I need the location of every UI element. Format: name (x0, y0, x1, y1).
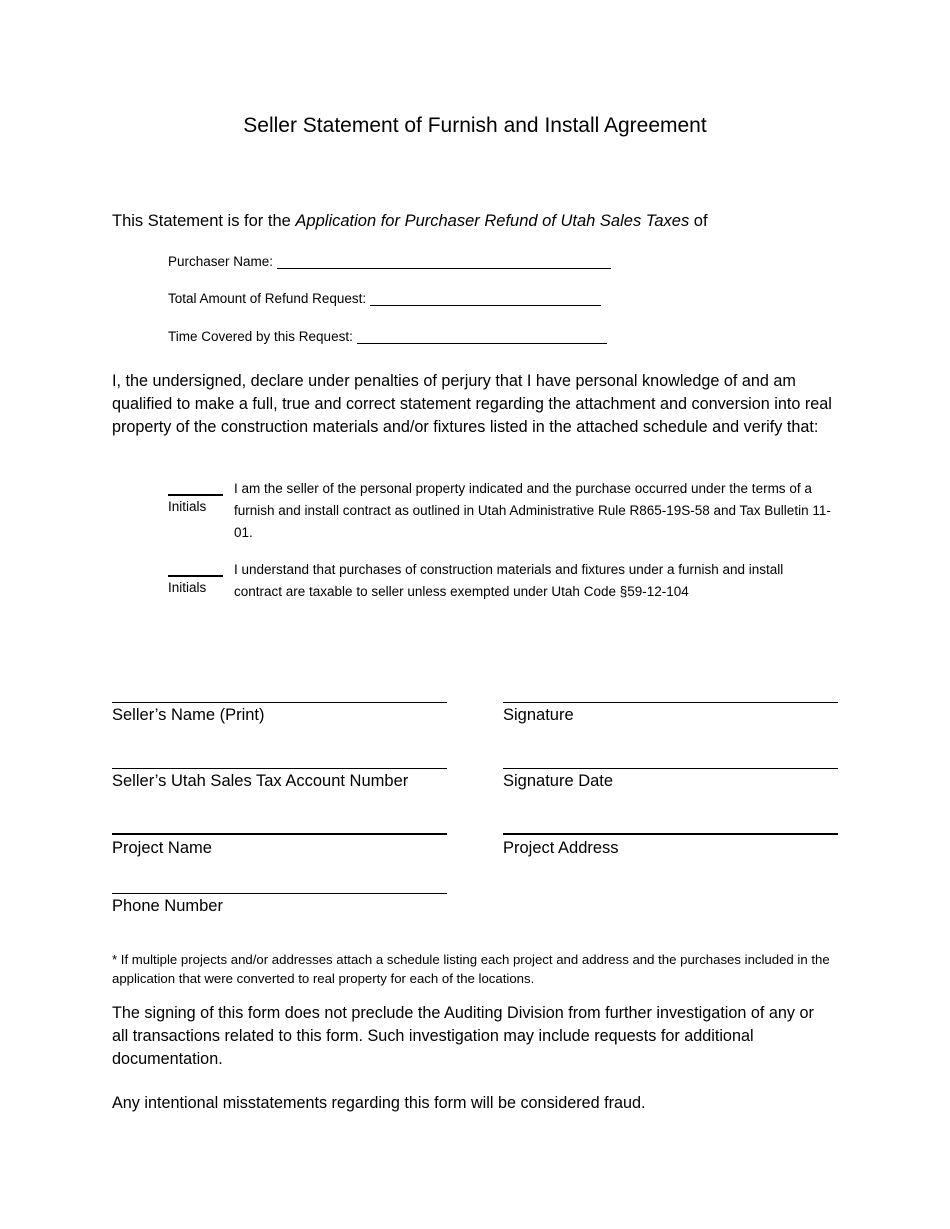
signature-line[interactable] (503, 702, 838, 703)
initials-label-2: Initials (168, 580, 207, 595)
initials-statement-1: I am the seller of the personal property indicated and the purchase occurred under the terms of a furnish and install contract as outlined in Utah Administrative Rule R865-19S-58 and Tax Bulletin 11-01. (234, 481, 831, 540)
initials-line-1[interactable] (168, 494, 223, 496)
sellers-name-label: Seller’s Name (Print) (112, 706, 265, 724)
project-name-label: Project Name (112, 839, 212, 857)
intro-prefix: This Statement is for the (112, 212, 296, 230)
intro-application-title: Application for Purchaser Refund of Utah Sales Taxes (295, 212, 690, 230)
phone-number-label: Phone Number (112, 897, 223, 915)
initials-line-2[interactable] (168, 575, 223, 577)
project-address-label: Project Address (503, 839, 619, 857)
total-amount-label: Total Amount of Refund Request: (168, 291, 367, 306)
purchaser-name-field (168, 254, 611, 269)
phone-number-line[interactable] (112, 893, 447, 894)
closing-paragraph: The signing of this form does not preclude the Auditing Division from further investigation of any or all transactions related to this form. Such investigation may include requests for additional documentation. (112, 1004, 814, 1068)
intro-statement (112, 212, 708, 231)
intro-suffix: of (689, 212, 708, 230)
initials-label-1: Initials (168, 499, 207, 514)
initials-statement-2: I understand that purchases of construction materials and fixtures under a furnish and install contract are taxable to seller unless exempted under Utah Code §59-12-104 (234, 562, 784, 599)
fraud-warning: Any intentional misstatements regarding this form will be considered fraud. (112, 1094, 646, 1112)
declaration-text: I, the undersigned, declare under penalties of perjury that I have personal knowledge of and am qualified to make a full, true and correct statement regarding the attachment and conversion into real property of the construction materials and/or fixtures listed in the attached schedule and verify that: (112, 372, 832, 436)
total-amount-input-line[interactable] (370, 291, 601, 306)
account-number-label: Seller’s Utah Sales Tax Account Number (112, 772, 409, 790)
total-amount-field (168, 291, 601, 306)
time-covered-label: Time Covered by this Request: (168, 329, 353, 344)
signature-label: Signature (503, 706, 574, 724)
signature-date-line[interactable] (503, 768, 838, 769)
time-covered-field (168, 329, 607, 344)
page-title: Seller Statement of Furnish and Install Agreement (243, 114, 707, 137)
account-number-line[interactable] (112, 768, 447, 769)
project-address-line[interactable] (503, 833, 838, 835)
purchaser-name-input-line[interactable] (277, 254, 611, 269)
signature-date-label: Signature Date (503, 772, 614, 790)
sellers-name-line[interactable] (112, 702, 447, 703)
multiple-projects-note: * If multiple projects and/or addresses attach a schedule listing each project and address and the purchases included in the application that were converted to real property for each of the locations. (112, 952, 830, 986)
purchaser-name-label: Purchaser Name: (168, 254, 274, 269)
time-covered-input-line[interactable] (357, 329, 607, 344)
project-name-line[interactable] (112, 833, 447, 835)
